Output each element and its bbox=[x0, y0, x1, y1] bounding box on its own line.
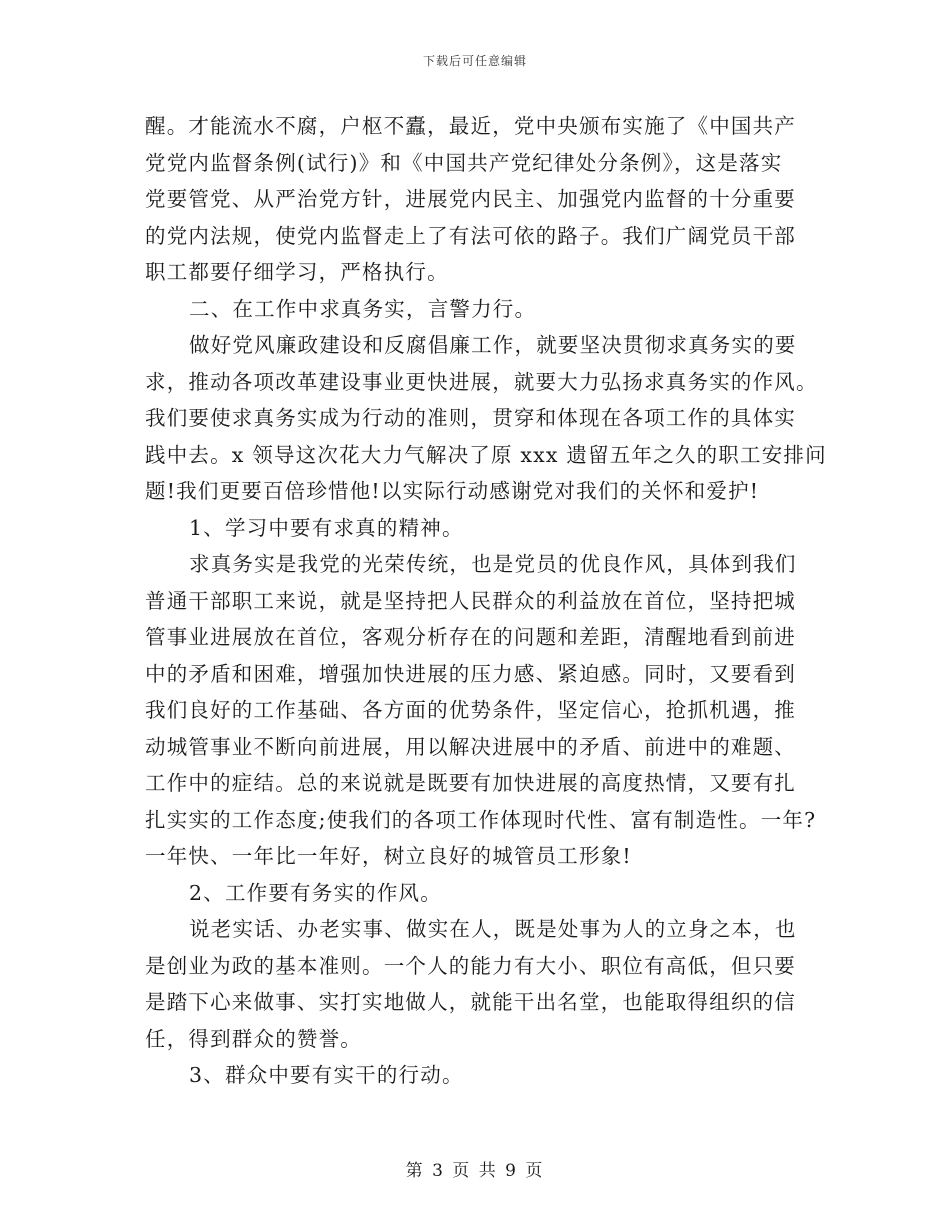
text-line: 管事业进展放在首位，客观分析存在的问题和差距，清醒地看到前进 bbox=[145, 625, 796, 649]
document-body bbox=[145, 108, 827, 1094]
text-line: 任，得到群众的赞誉。 bbox=[145, 1026, 362, 1051]
page-header: 下载后可任意编辑 bbox=[422, 54, 527, 68]
text-line: 工作中的症结。总的来说就是既要有加快进展的高度热情，又要有扎 bbox=[145, 771, 796, 795]
text-line: 1、学习中要有求真的精神。 bbox=[189, 515, 464, 540]
text-line: 题!我们更要百倍珍惜他!以实际行动感谢党对我们的关怀和爱护! bbox=[145, 479, 760, 503]
text-line: 我们良好的工作基础、各方面的优势条件，坚定信心，抢抓机遇，推 bbox=[145, 698, 796, 722]
text-line: 二、在工作中求真务实，言警力行。 bbox=[189, 296, 537, 321]
page-number-footer: 第 3 页 共 9 页 bbox=[405, 1161, 545, 1181]
text-line: 求真务实是我党的光荣传统，也是党员的优良作风，具体到我们 bbox=[189, 552, 797, 576]
text-line: 说老实话、办老实事、做实在人，既是处事为人的立身之本，也 bbox=[189, 917, 797, 941]
text-line: 普通干部职工来说，就是坚持把人民群众的利益放在首位，坚持把城 bbox=[145, 588, 796, 613]
text-line: 的党内法规，使党内监督走上了有法可依的路子。我们广阔党员干部 bbox=[145, 223, 796, 248]
text-line: 中的矛盾和困难，增强加快进展的压力感、紧迫感。同时，又要看到 bbox=[145, 661, 796, 686]
text-line: 求，推动各项改革建设事业更快进展，就要大力弘扬求真务实的作风。 bbox=[145, 369, 818, 394]
text-line: 醒。才能流水不腐，户枢不蠹，最近，党中央颁布实施了《中国共产 bbox=[145, 114, 796, 138]
text-line: 党要管党、从严治党方针，进展党内民主、加强党内监督的十分重要 bbox=[145, 187, 796, 211]
text-line: 我们要使求真务实成为行动的准则，贯穿和体现在各项工作的具体实 bbox=[145, 406, 796, 430]
text-line: 2、工作要有务实的作风。 bbox=[189, 880, 442, 905]
text-line: 做好党风廉政建设和反腐倡廉工作，就要坚决贯彻求真务实的要 bbox=[189, 333, 797, 357]
text-line: 扎实实的工作态度;使我们的各项工作体现时代性、富有制造性。一年? bbox=[145, 807, 817, 832]
text-line: 一年快、一年比一年好，树立良好的城管员工形象! bbox=[145, 844, 632, 868]
text-line: 3、群众中要有实干的行动。 bbox=[189, 1063, 464, 1087]
text-line: 践中去。x 领导这次花大力气解决了原 xxx 遗留五年之久的职工安排问 bbox=[145, 442, 827, 467]
text-line: 职工都要仔细学习，严格执行。 bbox=[145, 260, 449, 284]
text-line: 是踏下心来做事、实打实地做人，就能干出名堂，也能取得组织的信 bbox=[145, 990, 796, 1014]
text-line: 动城管事业不断向前进展，用以解决进展中的矛盾、前进中的难题、 bbox=[145, 734, 796, 759]
text-line: 党党内监督条例(试行)》和《中国共产党纪律处分条例》，这是落实 bbox=[145, 150, 783, 175]
text-line: 是创业为政的基本准则。一个人的能力有大小、职位有高低，但只要 bbox=[145, 953, 796, 978]
